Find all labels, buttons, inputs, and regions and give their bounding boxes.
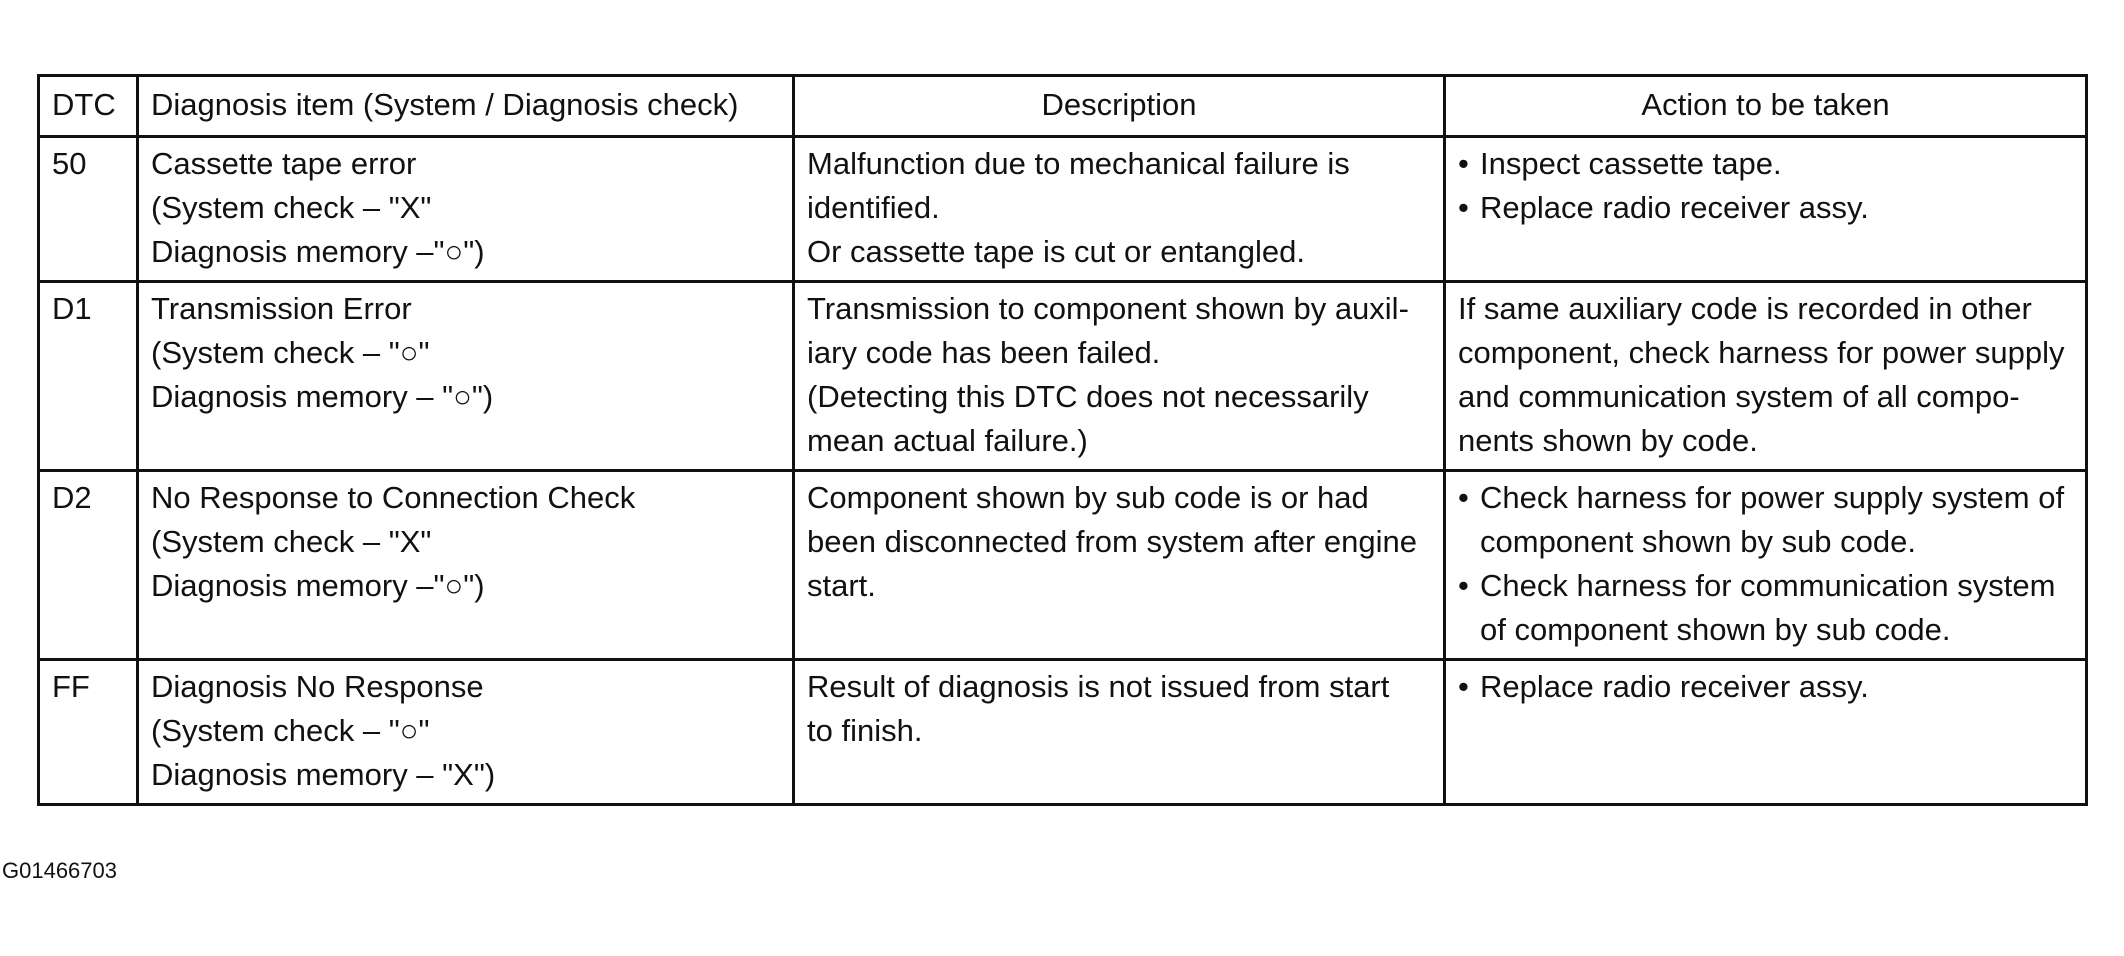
description-cell bbox=[794, 137, 1445, 282]
action-bullet-item bbox=[1458, 476, 2073, 564]
bullet-icon: • bbox=[1458, 669, 1469, 704]
action-line: If same auxiliary code is recorded in other bbox=[1458, 291, 2032, 326]
diagnosis-item-cell bbox=[138, 660, 794, 805]
description-line: Malfunction due to mechanical failure is bbox=[807, 146, 1350, 181]
system-check-line: (System check – "○" bbox=[151, 335, 430, 370]
action-cell bbox=[1445, 137, 2087, 282]
figure-id: G01466703 bbox=[2, 858, 117, 883]
description-cell bbox=[794, 660, 1445, 805]
system-check-line: (System check – "X" bbox=[151, 524, 432, 559]
diagnosis-item-cell bbox=[138, 282, 794, 471]
bullet-icon: • bbox=[1458, 480, 1469, 515]
action-line: and communication system of all compo- bbox=[1458, 379, 2020, 414]
dtc-code-cell: 50 bbox=[39, 137, 138, 282]
description-line: to finish. bbox=[807, 713, 923, 748]
description-line: start. bbox=[807, 568, 876, 603]
action-bullet-item bbox=[1458, 186, 2073, 230]
diagnosis-item-title: Diagnosis No Response bbox=[151, 669, 484, 704]
header-description: Description bbox=[794, 76, 1445, 137]
action-cell bbox=[1445, 471, 2087, 660]
diagnosis-memory-line: Diagnosis memory –"○") bbox=[151, 568, 485, 603]
diagnosis-item-cell bbox=[138, 137, 794, 282]
action-bullet-item bbox=[1458, 142, 2073, 186]
bullet-icon: • bbox=[1458, 190, 1469, 225]
action-line: Replace radio receiver assy. bbox=[1480, 669, 1869, 704]
description-line: mean actual failure.) bbox=[807, 423, 1088, 458]
dtc-code-cell: FF bbox=[39, 660, 138, 805]
diagnosis-memory-line: Diagnosis memory – "○") bbox=[151, 379, 494, 414]
description-line: Transmission to component shown by auxil- bbox=[807, 291, 1409, 326]
action-cell bbox=[1445, 282, 2087, 471]
action-line: of component shown by sub code. bbox=[1480, 612, 1951, 647]
description-line: (Detecting this DTC does not necessarily bbox=[807, 379, 1369, 414]
diagnosis-item-title: Cassette tape error bbox=[151, 146, 417, 181]
diagnosis-memory-line: Diagnosis memory –"○") bbox=[151, 234, 485, 269]
header-action: Action to be taken bbox=[1445, 76, 2087, 137]
bullet-icon: • bbox=[1458, 568, 1469, 603]
action-cell bbox=[1445, 660, 2087, 805]
header-diagnosis-item: Diagnosis item (System / Diagnosis check) bbox=[138, 76, 794, 137]
table-row bbox=[39, 137, 2087, 282]
description-line: Result of diagnosis is not issued from start bbox=[807, 669, 1390, 704]
dtc-code-cell: D1 bbox=[39, 282, 138, 471]
dtc-code-cell: D2 bbox=[39, 471, 138, 660]
action-bullet-item bbox=[1458, 564, 2073, 652]
action-line: component shown by sub code. bbox=[1480, 524, 1916, 559]
header-dtc: DTC bbox=[39, 76, 138, 137]
description-cell bbox=[794, 282, 1445, 471]
description-cell bbox=[794, 471, 1445, 660]
diagnosis-item-title: Transmission Error bbox=[151, 291, 412, 326]
system-check-line: (System check – "○" bbox=[151, 713, 430, 748]
diagnosis-memory-line: Diagnosis memory – "X") bbox=[151, 757, 496, 792]
action-line: Replace radio receiver assy. bbox=[1480, 190, 1869, 225]
description-line: identified. bbox=[807, 190, 940, 225]
table-row bbox=[39, 471, 2087, 660]
action-line: component, check harness for power supply bbox=[1458, 335, 2065, 370]
action-line: Check harness for communication system bbox=[1480, 568, 2056, 603]
header-row bbox=[39, 76, 2087, 137]
action-line: Check harness for power supply system of bbox=[1480, 480, 2065, 515]
description-line: been disconnected from system after engine bbox=[807, 524, 1418, 559]
dtc-table bbox=[37, 74, 2088, 806]
table-row bbox=[39, 660, 2087, 805]
action-line: nents shown by code. bbox=[1458, 423, 1758, 458]
action-line: Inspect cassette tape. bbox=[1480, 146, 1782, 181]
system-check-line: (System check – "X" bbox=[151, 190, 432, 225]
action-bullet-item bbox=[1458, 665, 2073, 709]
table-row bbox=[39, 282, 2087, 471]
description-line: Component shown by sub code is or had bbox=[807, 480, 1369, 515]
diagnosis-item-title: No Response to Connection Check bbox=[151, 480, 636, 515]
bullet-icon: • bbox=[1458, 146, 1469, 181]
diagnosis-item-cell bbox=[138, 471, 794, 660]
description-line: iary code has been failed. bbox=[807, 335, 1161, 370]
description-line: Or cassette tape is cut or entangled. bbox=[807, 234, 1305, 269]
